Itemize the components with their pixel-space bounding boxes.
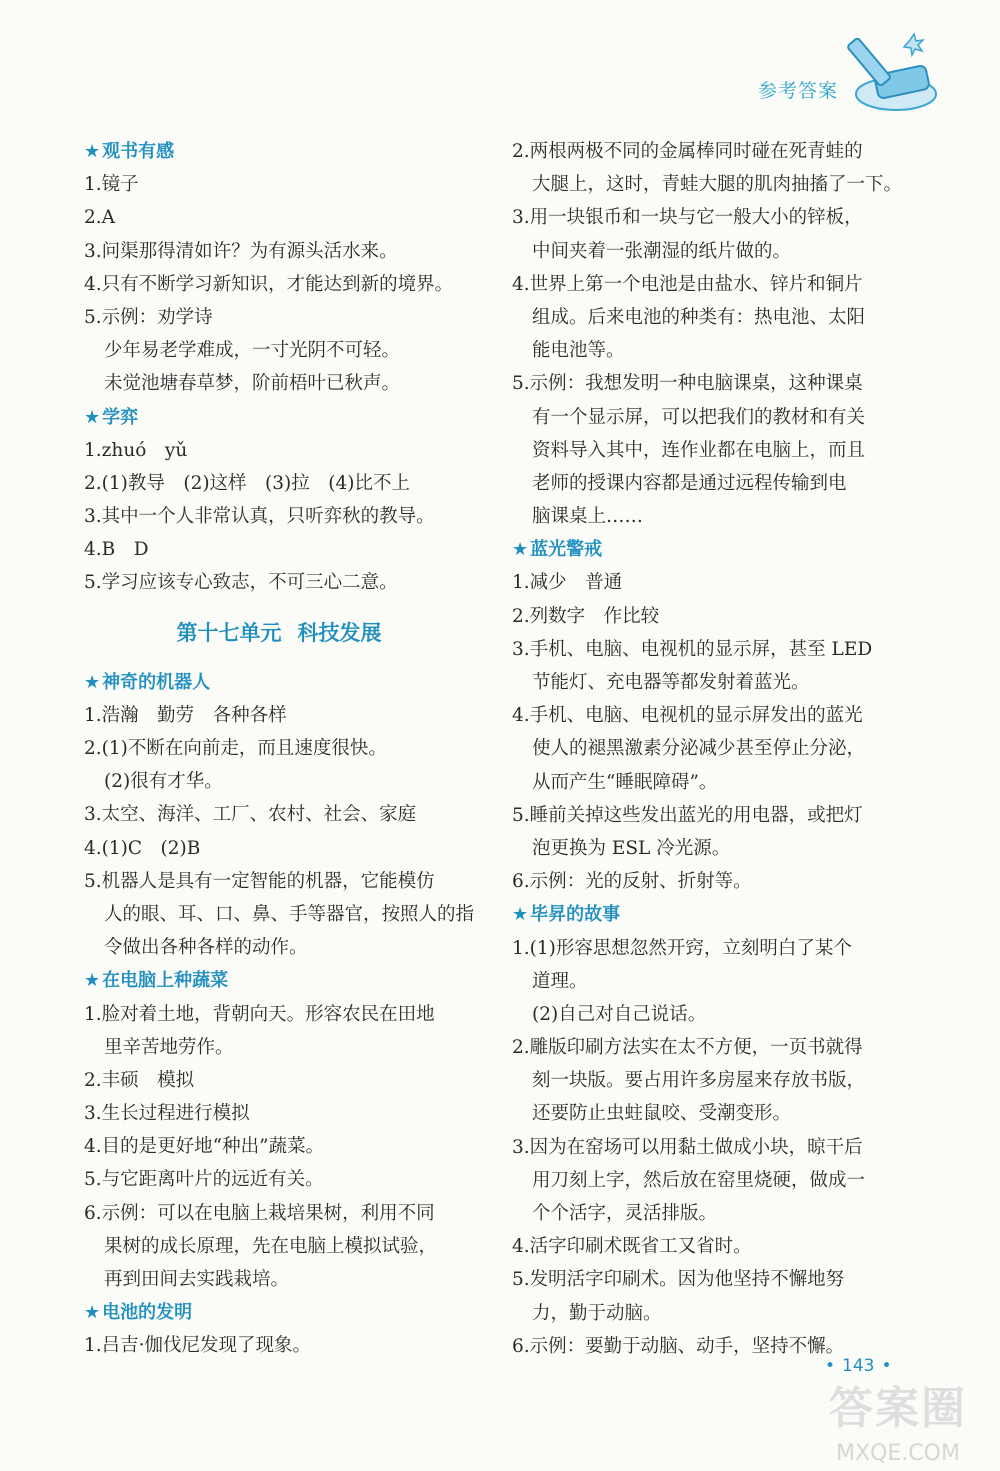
section-heading xyxy=(84,964,474,997)
answer-continuation: 再到田间去实践栽培。 xyxy=(104,1269,290,1290)
answer-line: 3.手机、电脑、电视机的显示屏，甚至 LED xyxy=(512,638,873,660)
section-heading xyxy=(512,898,912,931)
answer-line: 1.镜子 xyxy=(84,174,139,196)
answer-continuation: 使人的褪黑激素分泌减少甚至停止分泌， xyxy=(532,738,866,760)
answer-continuation: 老师的授课内容都是通过远程传输到电 xyxy=(532,472,847,494)
answer-line: 1.吕吉·伽伐尼发现了现象。 xyxy=(84,1335,312,1357)
answer-continuation: 大腿上，这时，青蛙大腿的肌肉抽搐了一下。 xyxy=(532,174,903,196)
answer-continuation: 能电池等。 xyxy=(532,340,625,362)
answer-continuation: 节能灯、充电器等都发射着蓝光。 xyxy=(532,672,810,693)
section-title: 在电脑上种蔬菜 xyxy=(102,970,229,992)
answer-continuation: 人的眼、耳、口、鼻、手等器官，按照人的指 xyxy=(104,903,475,925)
answer-line: 2.(1)教导 (2)这样 (3)拉 (4)比不上 xyxy=(84,472,410,494)
unit-number: 第十七单元 xyxy=(176,620,282,645)
answer-line: 3.生长过程进行模拟 xyxy=(84,1103,250,1125)
answer-continuation: 力，勤于动脑。 xyxy=(532,1302,662,1324)
answer-continuation: 脑课桌上…… xyxy=(532,506,644,528)
answer-line: 3.其中一个人非常认真，只听弈秋的教导。 xyxy=(84,506,435,528)
section-heading xyxy=(512,533,912,566)
answer-line: 3.太空、海洋、工厂、农村、社会、家庭 xyxy=(84,804,417,826)
answer-line: 3.因为在窑场可以用黏土做成小块，晾干后 xyxy=(512,1136,863,1158)
answer-line: 2.(1)不断在向前走，而且速度很快。 xyxy=(84,738,387,759)
answer-continuation: 中间夹着一张潮湿的纸片做的。 xyxy=(532,240,792,262)
answer-line: 3.用一块银币和一块与它一般大小的锌板， xyxy=(512,207,863,229)
answer-continuation: (2)自己对自己说话。 xyxy=(532,1003,707,1025)
answer-continuation: 泡更换为 ESL 冷光源。 xyxy=(532,837,731,859)
answer-line: 5.发明活字印刷术。因为他坚持不懈地努 xyxy=(512,1269,845,1291)
answer-line: 1.zhuó yǔ xyxy=(84,439,188,461)
left-column xyxy=(84,135,474,1363)
section-title: 毕昇的故事 xyxy=(530,904,621,926)
answer-line: 2.列数字 作比较 xyxy=(512,605,660,627)
star-icon: ★ xyxy=(84,406,101,428)
star-icon: ★ xyxy=(512,539,529,561)
answer-line: 5.示例：劝学诗 xyxy=(84,306,213,328)
section-title: 神奇的机器人 xyxy=(102,671,211,693)
answer-continuation: 里辛苦地劳作。 xyxy=(104,1036,234,1058)
watermark-url: MXQE.COM xyxy=(836,1441,960,1466)
answer-line: 4.手机、电脑、电视机的显示屏发出的蓝光 xyxy=(512,705,863,727)
answer-line: 3.问渠那得清如许？为有源头活水来。 xyxy=(84,240,398,262)
section-heading xyxy=(84,666,474,699)
answer-continuation: 少年易老学难成，一寸光阴不可轻。 xyxy=(104,340,401,362)
answer-line: 1.减少 普通 xyxy=(512,572,623,594)
answer-continuation: 令做出各种各样的动作。 xyxy=(104,937,308,959)
answer-continuation: 用刀刻上字，然后放在窑里烧硬，做成一 xyxy=(532,1169,866,1191)
answer-line: 4.(1)C (2)B xyxy=(84,837,201,859)
answer-line: 2.A xyxy=(84,207,116,229)
section-title: 电池的发明 xyxy=(102,1302,193,1324)
answer-continuation: 从而产生“睡眠障碍”。 xyxy=(532,771,718,793)
answer-line: 1.脸对着土地，背朝向天。形容农民在田地 xyxy=(84,1003,435,1025)
answer-line: 6.示例：可以在电脑上栽培果树，利用不同 xyxy=(84,1202,435,1224)
answer-line: 4.B D xyxy=(84,539,149,561)
answer-line: 4.只有不断学习新知识，才能达到新的境界。 xyxy=(84,273,454,295)
star-icon: ★ xyxy=(84,970,101,992)
answer-continuation: 个个活字，灵活排版。 xyxy=(532,1203,718,1224)
answer-line: 5.睡前关掉这些发出蓝光的用电器，或把灯 xyxy=(512,804,863,826)
answer-continuation: 组成。后来电池的种类有：热电池、太阳 xyxy=(532,306,866,328)
answer-line: 6.示例：要勤于动脑、动手，坚持不懈。 xyxy=(512,1335,845,1357)
watermark-logo xyxy=(796,1378,1000,1471)
star-icon: ★ xyxy=(84,1302,101,1324)
eraser-pencil-icon xyxy=(840,28,940,118)
section-title: 学弈 xyxy=(102,406,139,428)
answer-line: 1.(1)形容思想忽然开窍，立刻明白了某个 xyxy=(512,937,852,959)
answer-continuation: 未觉池塘春草梦，阶前梧叶已秋声。 xyxy=(104,373,401,395)
unit-heading xyxy=(84,600,474,666)
section-heading xyxy=(84,401,474,434)
answer-line: 5.与它距离叶片的远近有关。 xyxy=(84,1169,324,1191)
section-heading xyxy=(84,135,474,168)
page-number-text: 143 xyxy=(842,1356,875,1376)
answer-line: 2.雕版印刷方法实在太不方便，一页书就得 xyxy=(512,1037,863,1059)
watermark-text: 答案圈 xyxy=(829,1383,967,1434)
star-icon: ★ xyxy=(512,904,529,926)
right-column xyxy=(512,135,912,1363)
answer-continuation: 果树的成长原理，先在电脑上模拟试验， xyxy=(104,1235,438,1257)
answer-line: 4.活字印刷术既省工又省时。 xyxy=(512,1236,752,1258)
answer-continuation: 有一个显示屏，可以把我们的教材和有关 xyxy=(532,406,866,428)
page-header xyxy=(0,0,1000,120)
answer-line: 5.示例：我想发明一种电脑课桌，这种课桌 xyxy=(512,373,863,395)
star-icon: ★ xyxy=(84,141,101,162)
answer-line: 5.机器人是具有一定智能的机器，它能模仿 xyxy=(84,870,435,892)
answer-line: 5.学习应该专心致志，不可三心二意。 xyxy=(84,572,398,594)
answer-continuation: 道理。 xyxy=(532,970,588,992)
section-title: 蓝光警戒 xyxy=(530,539,603,561)
answer-line: 2.丰硕 模拟 xyxy=(84,1069,195,1091)
answer-line: 4.世界上第一个电池是由盐水、锌片和铜片 xyxy=(512,273,863,295)
answer-line: 1.浩瀚 勤劳 各种各样 xyxy=(84,704,287,726)
star-icon: ★ xyxy=(84,671,101,693)
answer-line: 4.目的是更好地“种出”蔬菜。 xyxy=(84,1136,325,1158)
answer-continuation: 还要防止虫蛀鼠咬、受潮变形。 xyxy=(532,1103,792,1125)
section-title: 观书有感 xyxy=(102,141,175,162)
unit-name: 科技发展 xyxy=(297,620,382,645)
answer-line: 2.两根两极不同的金属棒同时碰在死青蛙的 xyxy=(512,141,863,162)
section-heading xyxy=(84,1296,474,1329)
answer-continuation: (2)很有才华。 xyxy=(104,771,223,793)
header-title: 参考答案 xyxy=(757,80,838,102)
answer-continuation: 资料导入其中，连作业都在电脑上，而且 xyxy=(532,439,866,461)
answer-line: 6.示例：光的反射、折射等。 xyxy=(512,871,752,893)
answer-continuation: 刻一块版。要占用许多房屋来存放书版， xyxy=(532,1070,866,1092)
page-number: • 143 • xyxy=(825,1356,892,1376)
